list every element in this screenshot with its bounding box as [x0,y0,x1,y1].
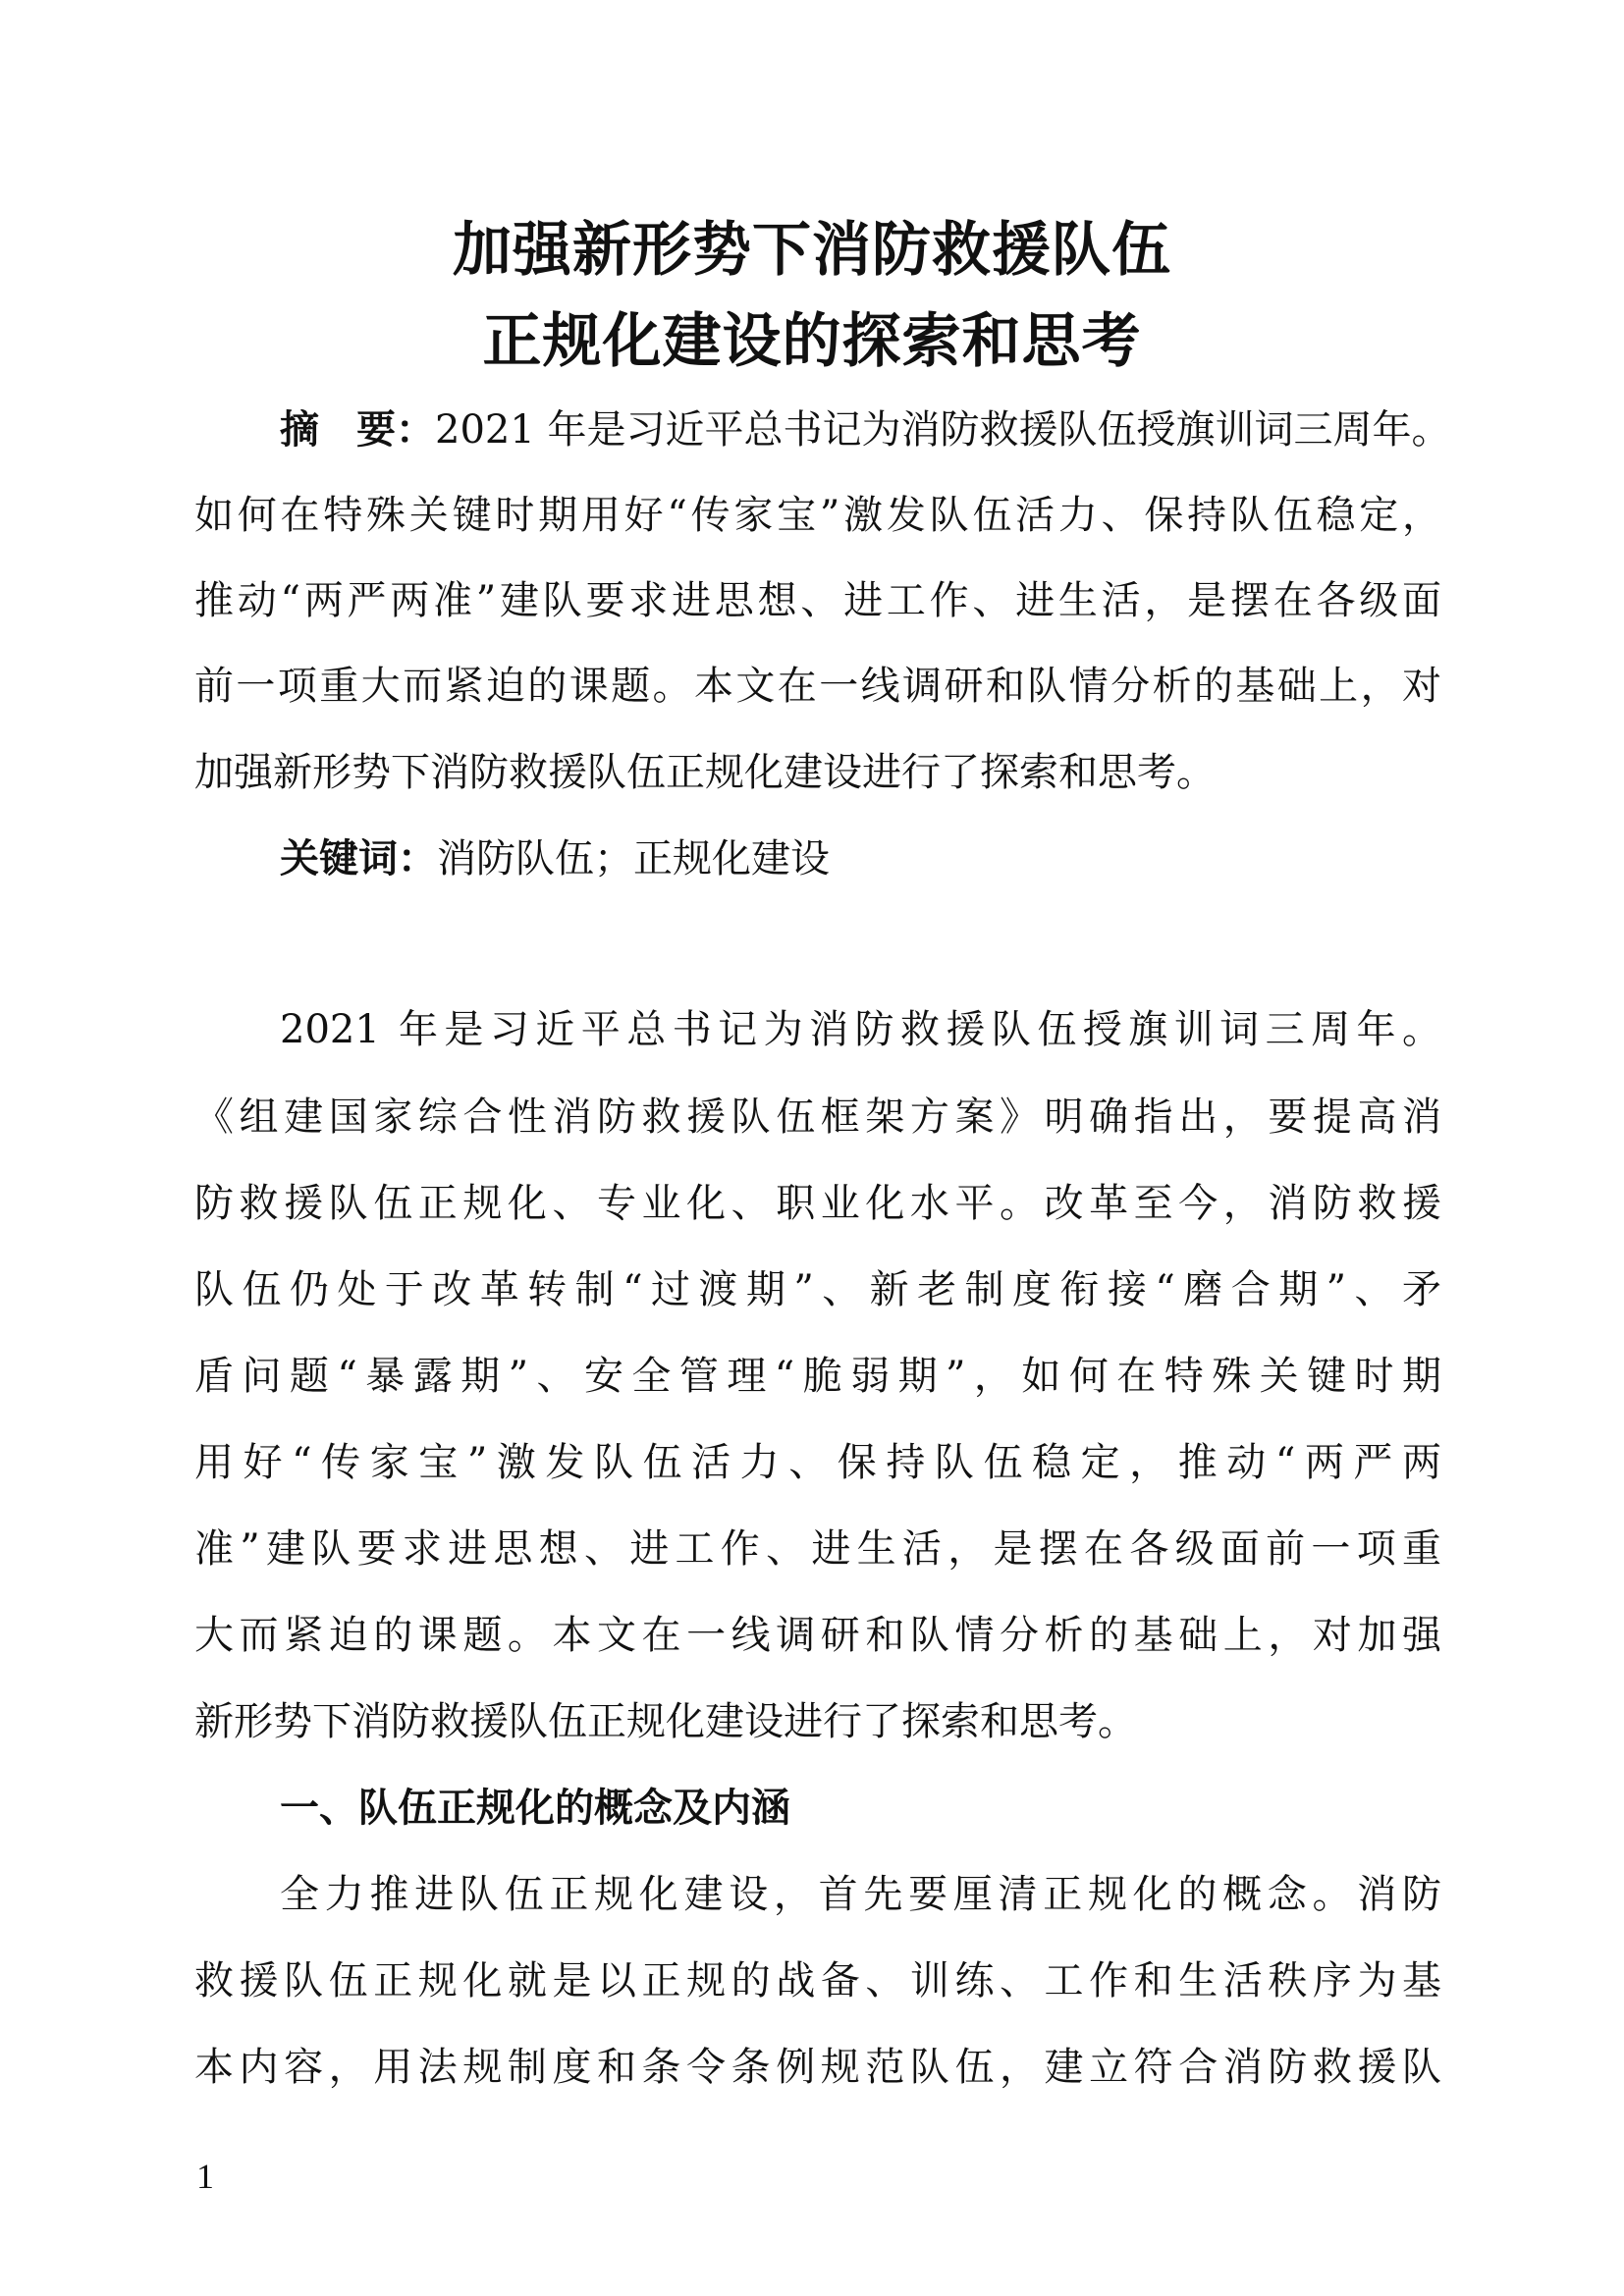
document-title-line-2: 正规化建设的探索和思考 [482,307,1142,376]
document-title-line-1: 加强新形势下消防救援队伍 [453,216,1171,285]
body-intro-line-6: 用好“传家宝”激发队伍活力、保持队伍稳定，推动“两严两 [194,1440,1441,1485]
abstract-line-4: 前一项重大而紧迫的课题。本文在一线调研和队情分析的基础上，对 [194,664,1441,709]
body-intro-line-5: 盾问题“暴露期”、安全管理“脆弱期”，如何在特殊关键时期 [194,1354,1441,1399]
abstract-label: 摘要： [280,407,435,453]
body-intro-line-7: 准”建队要求进思想、进工作、进生活，是摆在各级面前一项重 [194,1526,1441,1572]
body-intro-line-8: 大而紧迫的课题。本文在一线调研和队情分析的基础上，对加强 [194,1613,1441,1658]
abstract-line-5: 加强新形势下消防救援队伍正规化建设进行了探索和思考。 [194,750,1216,795]
section-1-line-2: 救援队伍正规化就是以正规的战备、训练、工作和生活秩序为基 [194,1958,1441,2003]
page-number: 1 [196,2157,214,2196]
body-intro-line-4: 队伍仍处于改革转制“过渡期”、新老制度衔接“磨合期”、矛 [194,1267,1441,1312]
body-intro-line-2: 《组建国家综合性消防救援队伍框架方案》明确指出，要提高消 [194,1095,1441,1140]
section-1-line-1: 全力推进队伍正规化建设，首先要厘清正规化的概念。消防 [280,1872,1441,1917]
abstract-line-3: 推动“两严两准”建队要求进思想、进工作、进生活，是摆在各级面 [194,578,1441,623]
abstract-line-2: 如何在特殊关键时期用好“传家宝”激发队伍活力、保持队伍稳定， [194,493,1441,538]
section-1-heading: 一、队伍正规化的概念及内涵 [280,1786,790,1831]
abstract-line-1 [280,405,1451,454]
keywords-text: 消防队伍；正规化建设 [437,836,830,881]
section-1-line-3: 本内容，用法规制度和条令条例规范队伍，建立符合消防救援队 [194,2045,1441,2090]
body-intro-line-3: 防救援队伍正规化、专业化、职业化水平。改革至今，消防救援 [194,1181,1441,1226]
body-intro-line-1: 2021 年是习近平总书记为消防救援队伍授旗训词三周年。 [280,1007,1441,1052]
keywords-line [280,834,1441,883]
keywords-label: 关键词： [280,836,437,881]
abstract-text: 2021 年是习近平总书记为消防救援队伍授旗训词三周年。 [435,407,1451,453]
body-intro-line-9: 新形势下消防救援队伍正规化建设进行了探索和思考。 [194,1699,1137,1744]
